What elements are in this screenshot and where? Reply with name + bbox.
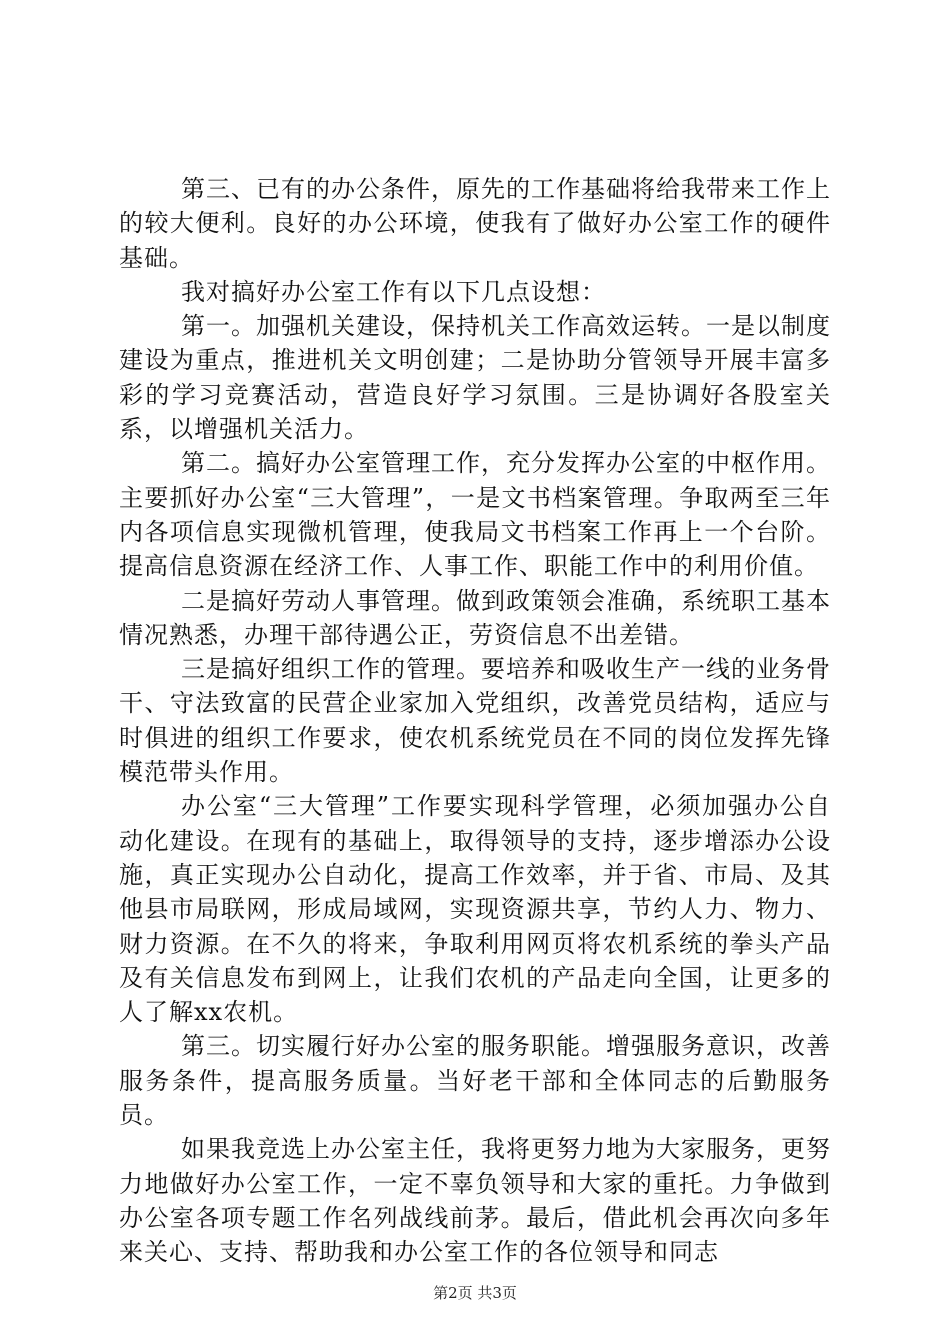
document-body [119, 172, 831, 1270]
paragraph: 如果我竞选上办公室主任，我将更努力地为大家服务，更努力地做好办公室工作，一定不辜负领导和大家的重托。力争做到办公室各项专题工作名列战线前茅。最后，借此机会再次向多年来关心、支持、帮助我和办公室工作的各位领导和同志 [119, 1135, 831, 1267]
paragraph: 第二。搞好办公室管理工作，充分发挥办公室的中枢作用。主要抓好办公室“三大管理”，一是文书档案管理。争取两至三年内各项信息实现微机管理，使我局文书档案工作再上一个台阶。提高信息资源在经济工作、人事工作、职能工作中的利用价值。 [119, 449, 831, 581]
page-number-footer: 第2页 共3页 [433, 1284, 517, 1302]
paragraph: 三是搞好组织工作的管理。要培养和吸收生产一线的业务骨干、守法致富的民营企业家加入党组织，改善党员结构，适应与时俱进的组织工作要求，使农机系统党员在不同的岗位发挥先锋模范带头作用。 [119, 655, 831, 787]
paragraph: 第一。加强机关建设，保持机关工作高效运转。一是以制度建设为重点，推进机关文明创建；二是协助分管领导开展丰富多彩的学习竞赛活动，营造良好学习氛围。三是协调好各股室关系，以增强机关活力。 [119, 312, 831, 444]
paragraph: 我对搞好办公室工作有以下几点设想： [181, 277, 606, 306]
paragraph: 办公室“三大管理”工作要实现科学管理，必须加强办公自动化建设。在现有的基础上，取得领导的支持，逐步增添办公设施，真正实现办公自动化，提高工作效率，并于省、市局、及其他县市局联网，形成局域网，实现资源共享，节约人力、物力、财力资源。在不久的将来，争取利用网页将农机系统的拳头产品及有关信息发布到网上，让我们农机的产品走向全国，让更多的人了解xx农机。 [119, 792, 831, 1027]
paragraph: 二是搞好劳动人事管理。做到政策领会准确，系统职工基本情况熟悉，办理干部待遇公正，劳资信息不出差错。 [119, 586, 831, 649]
paragraph: 第三。切实履行好办公室的服务职能。增强服务意识，改善服务条件，提高服务质量。当好老干部和全体同志的后勤服务员。 [119, 1032, 831, 1130]
paragraph: 第三、已有的办公条件，原先的工作基础将给我带来工作上的较大便利。良好的办公环境，使我有了做好办公室工作的硬件基础。 [119, 175, 831, 272]
